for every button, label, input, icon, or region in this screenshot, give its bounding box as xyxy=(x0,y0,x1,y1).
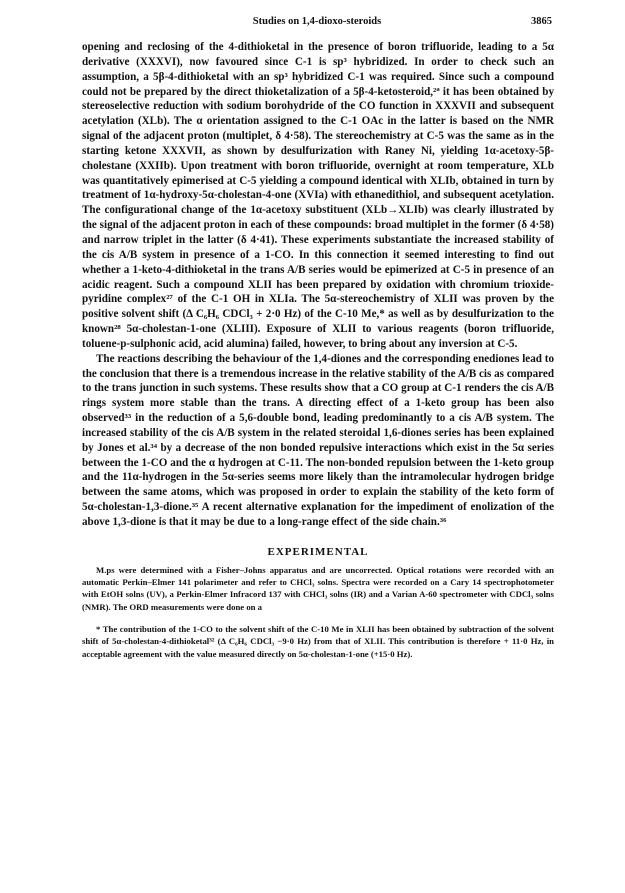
article-body xyxy=(82,40,554,660)
paragraph-2: The reactions describing the behaviour of the 1,4-diones and the corresponding enediones lead to the conclusion that there is a tremendous increase in the relative stability of the A/B cis as compared to the trans junction in such systems. These results show that a CO group at C-1 renders the cis A/B rings system more stable than the trans. A directing effect of a 1-keto group has been also observed³³ in the reduction of a 5,6-double bond, leading predominantly to a cis A/B system. The increased stability of the cis A/B system in the related steroidal 1,6-diones series has been explained by Jones et al.³⁴ by a decrease of the non bonded repulsive interactions which exist in the 5α series between the 1-CO and the α hydrogen at C-11. The non-bonded repulsion between the 1-keto group and the 11α-hydrogen in the 5α-series seems more likely than the intramolecular hydrogen bridge between the same atoms, which was proposed in order to explain the stability of the keto form of 5α-cholestan-1,3-dione.³⁵ A recent alternative explanation for the impediment of enolization of the above 1,3-dione is that it may be due to a long-range effect of the side chain.³⁶ xyxy=(82,352,554,528)
running-title: Studies on 1,4-dioxo-steroids xyxy=(252,16,382,27)
paragraph-1: opening and reclosing of the 4-dithioketal in the presence of boron trifluoride, leading to a 5α derivative (XXXVI), now favoured since C-1 is sp³ hybridized. In order to check such an assumption, a 5β-4-dithioketal with an sp³ hybridized C-1 was required. Since such a compound could not be prepared by the direct thioketalization of a 5β-4-ketosteroid,²ª it has been obtained by stereoselective reduction with sodium borohydride of the CO function in XXXVII and subsequent acetylation (XLb). The α orientation assigned to the C-1 OAc in the latter is based on the NMR signal of the adjacent proton (multiplet, δ 4·58). The stereochemistry at C-5 was the same as in the starting ketone XXXVII, as shown by desulfurization with Raney Ni, yielding 1α-acetoxy-5β-cholestane (XXIIb). Upon treatment with boron trifluoride, overnight at room temperature, XLb was quantitatively epimerised at C-5 yielding a compound identical with XLIb, obtained in turn by treatment of 1α-hydroxy-5α-cholestan-4-one (XVIa) with ethanedithiol, and subsequent acetylation. The configurational change of the 1α-acetoxy substituent (XLb→XLIb) was clearly illustrated by the signal of the adjacent proton in each of these compounds: broad multiplet in the former (δ 4·58) and narrow triplet in the latter (δ 4·41). These experiments substantiate the increased stability of the cis A/B system in presence of a 1-CO. In this connection it seemed interesting to find out whether a 1-keto-4-dithioketal in the trans A/B series would be epimerized at C-5 in presence of an acidic reagent. Such a compound XLII has been prepared by oxidation with chromium trioxide-pyridine complex²⁷ of the C-1 OH in XLIa. The 5α-stereochemistry of XLII was proven by the positive solvent shift (Δ C₆H₆ CDCl₃ + 2·0 Hz) of the C-10 Me,* as well as by desulfurization to the known²⁸ 5α-cholestan-1-one (XLIII). Exposure of XLII to various reagents (boron trifluoride, toluene-p-sulphonic acid, acid alumina) failed, however, to bring about any inversion at C-5. xyxy=(82,41,554,350)
footnote: * The contribution of the 1-CO to the solvent shift of the C-10 Me in XLII has been obtained by subtraction of the solvent shift of 5α-cholestan-4-dithioketal³² (Δ C₆H₆ CDCl₃ −9·0 Hz) from that of XLII. This contribution is therefore + 11·0 Hz, in acceptable agreement with the value measured directly on 5α-cholestan-1-one (+15·0 Hz). xyxy=(82,624,554,659)
experimental-paragraph: M.ps were determined with a Fisher–Johns apparatus and are uncorrected. Optical rotations were recorded with an automatic Perkin–Elmer 141 polarimeter and refer to CHCl₃ solns. Spectra were recorded on a Cary 14 spectrophotometer with EtOH solns (UV), a Perkin-Elmer Infracord 137 with CHCl₃ solns (IR) and a Varian A-60 spectrometer with CDCl₃ solns (NMR). The ORD measurements were done on a xyxy=(82,564,554,612)
section-heading-experimental: EXPERIMENTAL xyxy=(267,545,369,558)
running-header xyxy=(82,16,552,30)
page-number: 3865 xyxy=(531,16,552,27)
